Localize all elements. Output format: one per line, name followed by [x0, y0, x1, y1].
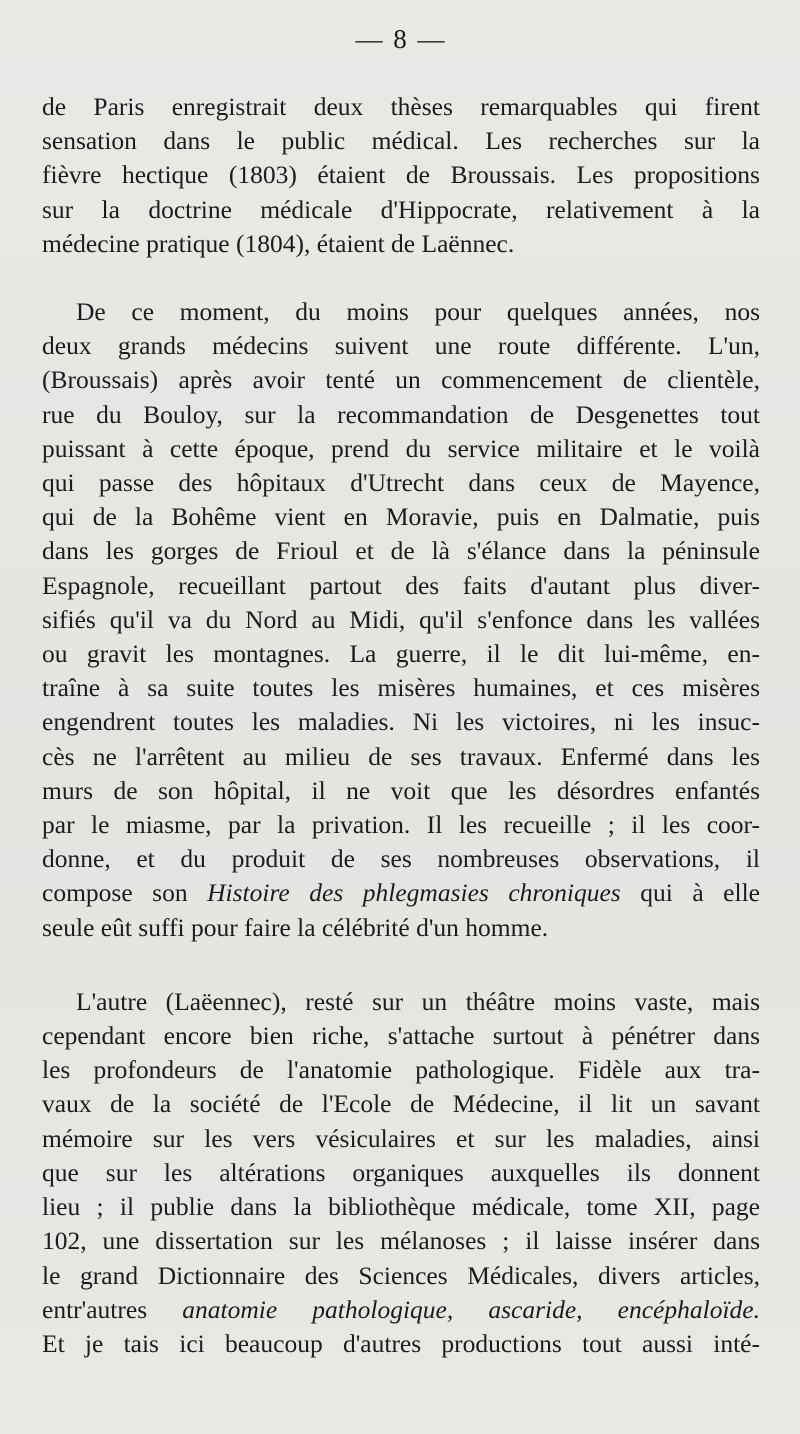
text-line: dans les gorges de Frioul et de là s'élance dans la péninsule — [42, 536, 760, 566]
text-line: sur la doctrine médicale d'Hippocrate, relativement à la — [42, 194, 760, 224]
text-line: médecine pratique (1804), étaient de Laënnec. — [42, 228, 515, 258]
text-line: murs de son hôpital, il ne voit que les désordres enfantés — [42, 775, 760, 805]
text-line: L'autre (Laëennec), resté sur un théâtre moins vaste, mais — [76, 986, 760, 1016]
paragraph-3 — [42, 985, 760, 1361]
text-line: que sur les altérations organiques auxquelles ils donnent — [42, 1157, 760, 1187]
text-run: qui à elle — [620, 878, 760, 908]
text-line — [42, 876, 760, 910]
text-line: sifiés qu'il va du Nord au Midi, qu'il s'enfonce dans les vallées — [42, 604, 760, 634]
text-line: deux grands médecins suivent une route différente. L'un, — [42, 331, 760, 361]
text-line: rue du Bouloy, sur la recommandation de Desgenettes tout — [42, 399, 760, 429]
text-line: fièvre hectique (1803) étaient de Broussais. Les propositions — [42, 160, 760, 190]
text-line: seule eût suffi pour faire la célébrité d'un homme. — [42, 912, 549, 942]
paragraph-gap — [42, 261, 760, 295]
text-line: De ce moment, du moins pour quelques années, nos — [76, 297, 760, 327]
text-line: Espagnole, recueillant partout des faits d'autant plus diver- — [42, 570, 760, 600]
text-line: par le miasme, par la privation. Il les recueille ; il les coor- — [42, 810, 760, 840]
text-line: qui passe des hôpitaux d'Utrecht dans ceux de Mayence, — [42, 468, 760, 498]
text-line: ou gravit les montagnes. La guerre, il le dit lui-même, en- — [42, 639, 760, 669]
text-run: compose son — [42, 878, 208, 908]
text-line: puissant à cette époque, prend du service militaire et le voilà — [42, 433, 760, 463]
text-line: les profondeurs de l'anatomie pathologique. Fidèle aux tra- — [42, 1055, 760, 1085]
text-line: Et je tais ici beaucoup d'autres productions tout aussi inté- — [42, 1328, 760, 1358]
text-line: engendrent toutes les maladies. Ni les victoires, ni les insuc- — [42, 707, 760, 737]
text-line: cependant encore bien riche, s'attache surtout à pénétrer dans — [42, 1021, 760, 1051]
text-line: donne, et du produit de ses nombreuses observations, il — [42, 844, 760, 874]
text-run: entr'autres — [42, 1294, 183, 1324]
text-line — [42, 1293, 760, 1327]
paragraph-2 — [42, 295, 760, 945]
text-line: traîne à sa suite toutes les misères humaines, et ces misères — [42, 673, 760, 703]
text-line: vaux de la société de l'Ecole de Médecine, il lit un savant — [42, 1089, 760, 1119]
text-line: cès ne l'arrêtent au milieu de ses travaux. Enfermé dans les — [42, 741, 760, 771]
text-line: de Paris enregistrait deux thèses remarquables qui firent — [42, 92, 760, 121]
text-line: qui de la Bohême vient en Moravie, puis en Dalmatie, puis — [42, 502, 760, 532]
book-title: Histoire des phlegmasies chroniques — [207, 878, 621, 908]
page-number: — 8 — — [355, 24, 447, 54]
text-line: sensation dans le public médical. Les recherches sur la — [42, 126, 760, 156]
paragraph-gap — [42, 945, 760, 985]
text-line: 102, une dissertation sur les mélanoses ; il laisse insérer dans — [42, 1226, 760, 1256]
text-line: mémoire sur les vers vésiculaires et sur les maladies, ainsi — [42, 1123, 760, 1153]
paragraph-1 — [42, 90, 760, 261]
article-titles: anatomie pathologique, ascaride, encéphaloïde. — [182, 1294, 760, 1324]
text-line: le grand Dictionnaire des Sciences Médicales, divers articles, — [42, 1260, 760, 1290]
text-line: (Broussais) après avoir tenté un commencement de clientèle, — [42, 365, 760, 395]
text-line: lieu ; il publie dans la bibliothèque médicale, tome XII, page — [42, 1192, 760, 1222]
